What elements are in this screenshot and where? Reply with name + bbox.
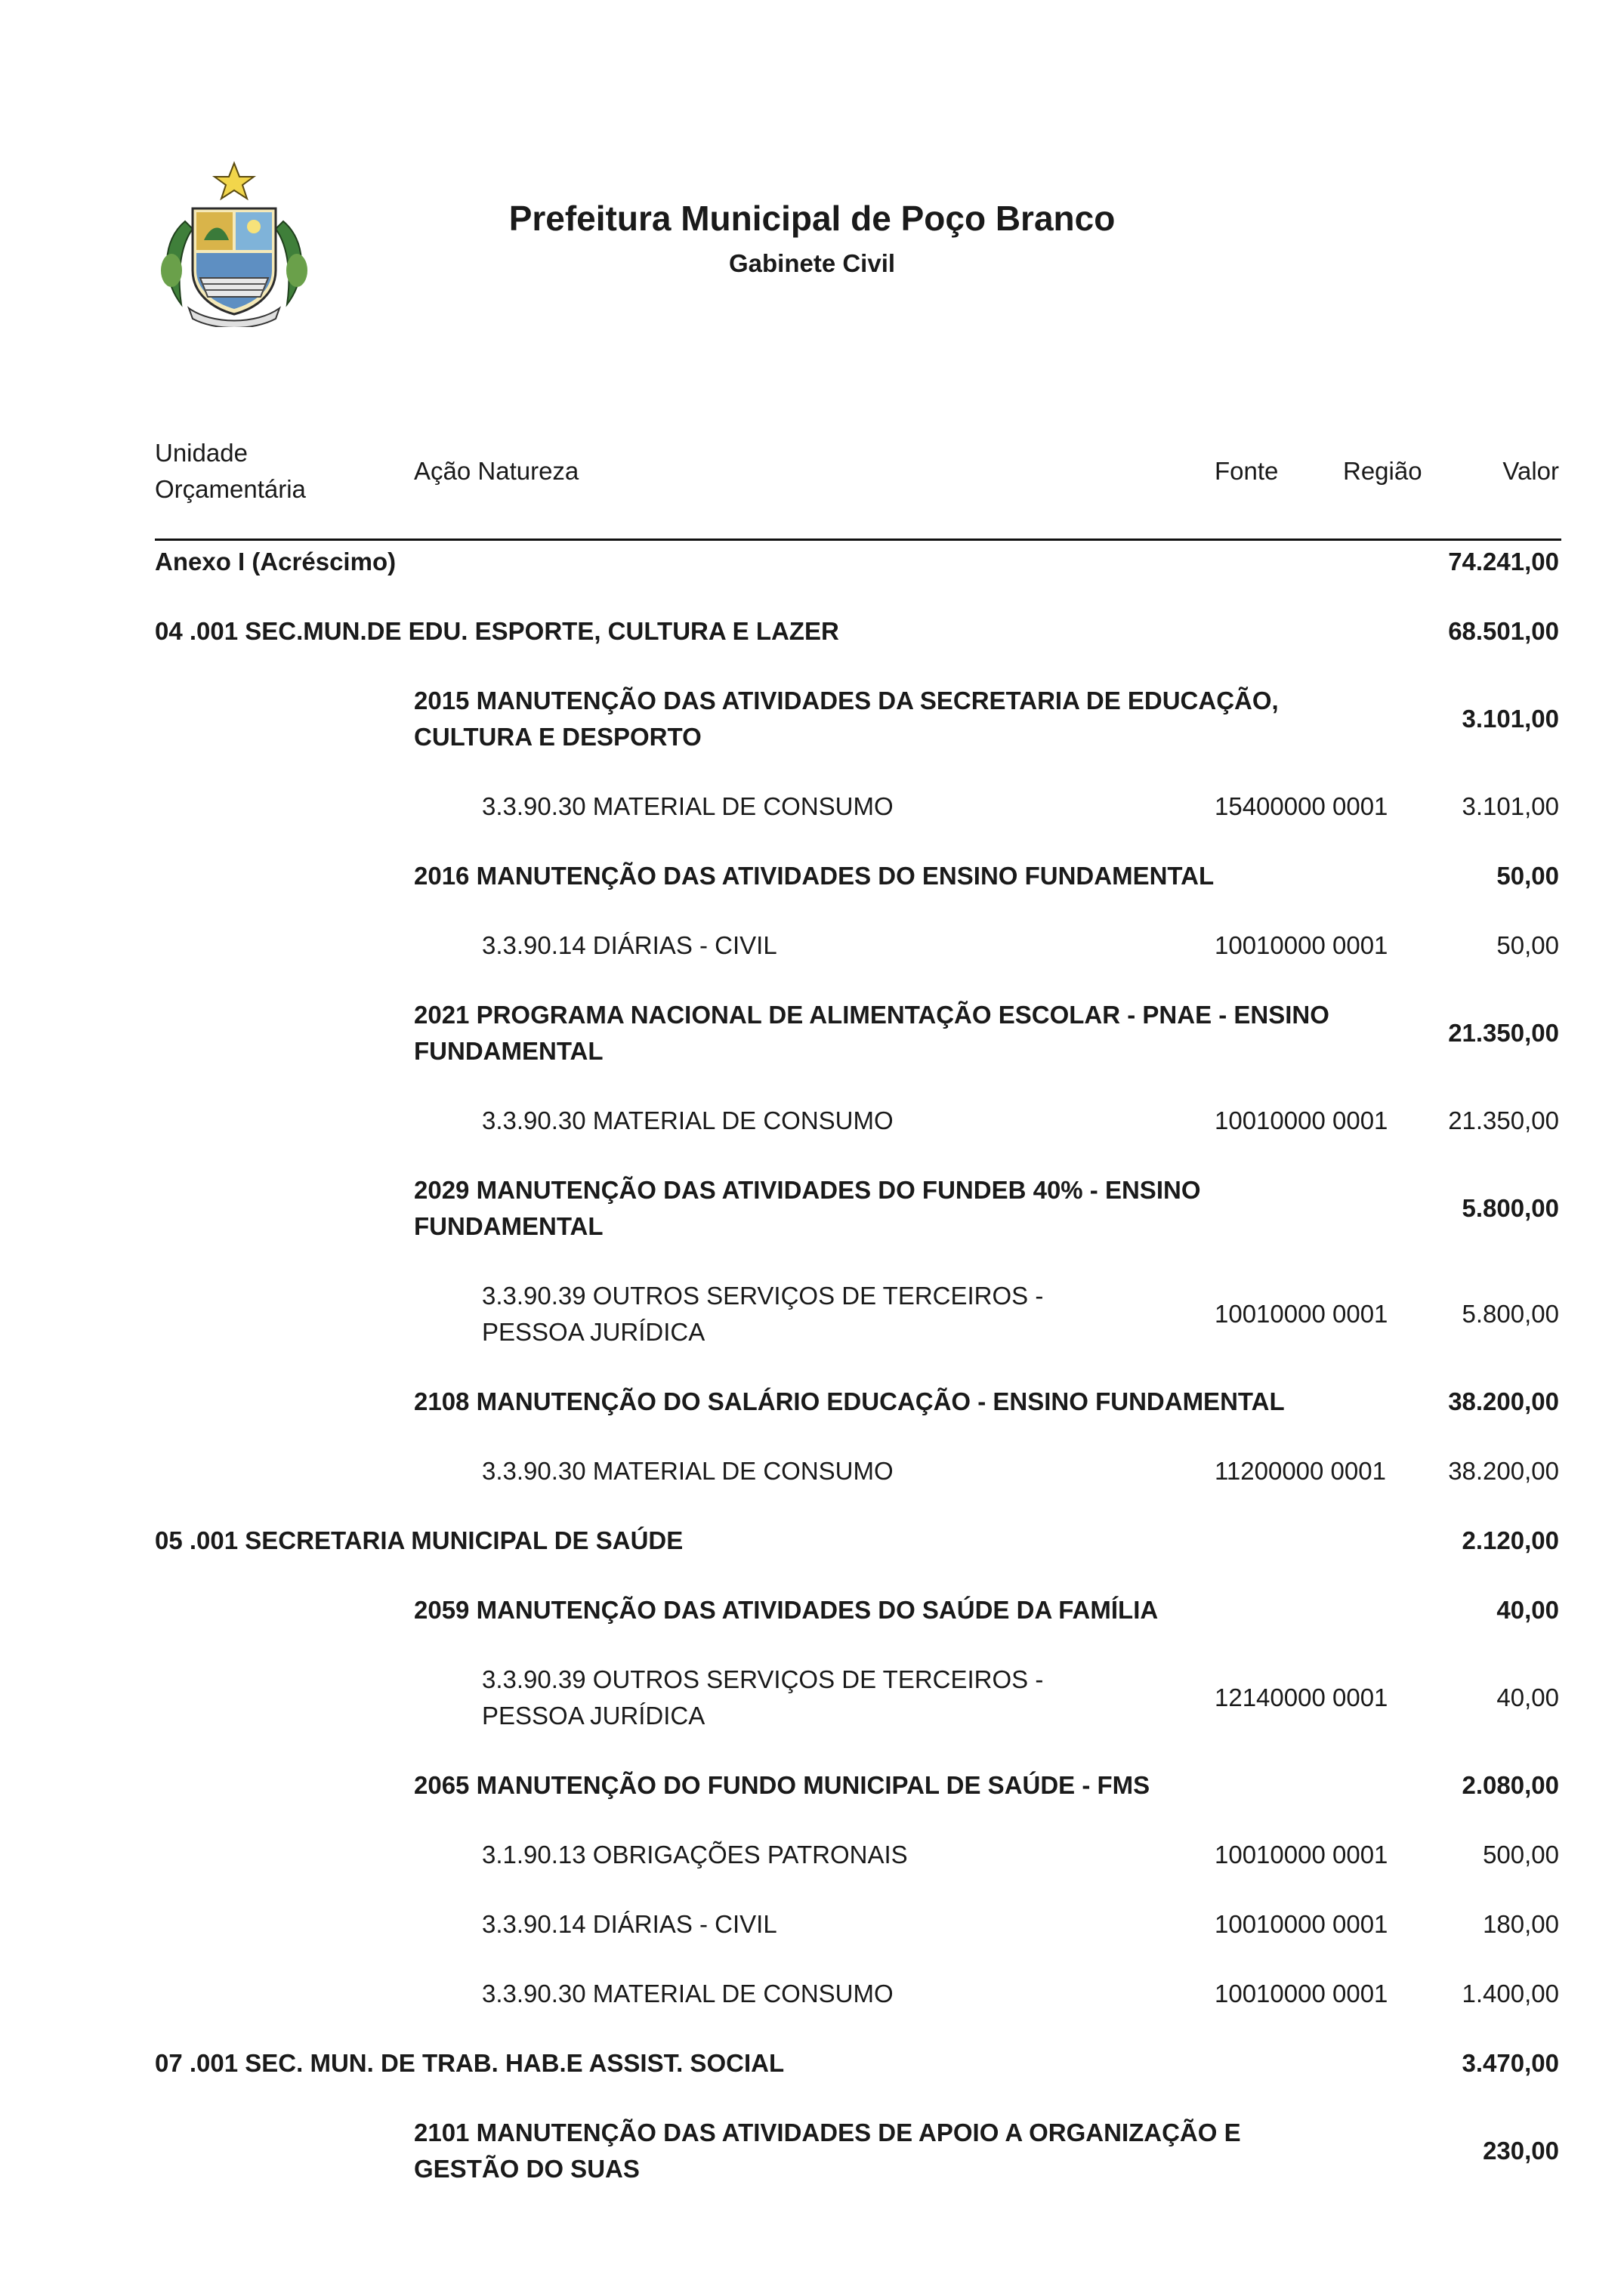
row-valor: 500,00 xyxy=(1483,1841,1559,1869)
action-row xyxy=(0,1767,1624,1804)
row-description xyxy=(482,927,777,964)
row-description-line: 3.3.90.30 MATERIAL DE CONSUMO xyxy=(482,1106,894,1134)
row-fonte: 10010000 0001 xyxy=(1215,1980,1388,2007)
row-description-line: 2015 MANUTENÇÃO DAS ATIVIDADES DA SECRETARIA DE EDUCAÇÃO, xyxy=(414,687,1279,714)
action-row xyxy=(0,1172,1624,1245)
row-description xyxy=(155,544,396,580)
row-description xyxy=(414,1767,1150,1804)
row-description-line: 05 .001 SECRETARIA MUNICIPAL DE SAÚDE xyxy=(155,1526,684,1554)
row-description-line: FUNDAMENTAL xyxy=(414,1212,604,1240)
row-valor: 3.470,00 xyxy=(1462,2049,1559,2077)
row-valor: 5.800,00 xyxy=(1462,1300,1559,1328)
row-description-line: GESTÃO DO SUAS xyxy=(414,2155,640,2183)
row-valor: 74.241,00 xyxy=(1448,548,1559,576)
row-fonte: 10010000 0001 xyxy=(1215,1300,1388,1328)
row-description xyxy=(155,613,839,650)
row-description-line: 2065 MANUTENÇÃO DO FUNDO MUNICIPAL DE SAÚDE - FMS xyxy=(414,1771,1150,1799)
nature-row xyxy=(0,1837,1624,1873)
row-description xyxy=(482,1837,908,1873)
row-description xyxy=(414,2115,1241,2187)
row-description xyxy=(482,788,894,825)
row-description xyxy=(414,997,1329,1069)
row-description-line: 04 .001 SEC.MUN.DE EDU. ESPORTE, CULTURA E LAZER xyxy=(155,617,839,645)
row-fonte: 11200000 0001 xyxy=(1215,1457,1386,1485)
row-description-line: Anexo I (Acréscimo) xyxy=(155,548,397,576)
row-fonte: 10010000 0001 xyxy=(1215,931,1388,959)
row-fonte: 15400000 0001 xyxy=(1215,792,1388,820)
page-subtitle: Gabinete Civil xyxy=(728,249,896,277)
row-fonte: 10010000 0001 xyxy=(1215,1106,1388,1134)
row-description xyxy=(482,1976,894,2012)
nature-row xyxy=(0,1278,1624,1350)
row-description-line: 3.3.90.14 DIÁRIAS - CIVIL xyxy=(482,1910,777,1938)
action-row xyxy=(0,997,1624,1069)
row-description-line: 3.3.90.30 MATERIAL DE CONSUMO xyxy=(482,1457,894,1485)
nature-row xyxy=(0,1906,1624,1943)
municipal-crest-icon xyxy=(155,157,313,327)
nature-row xyxy=(0,788,1624,825)
row-description xyxy=(482,1103,894,1139)
row-valor: 2.120,00 xyxy=(1462,1526,1559,1554)
nature-row xyxy=(0,1662,1624,1734)
row-valor: 1.400,00 xyxy=(1462,1980,1559,2007)
row-description-line: 3.1.90.13 OBRIGAÇÕES PATRONAIS xyxy=(482,1841,908,1869)
column-header-acao: Ação Natureza xyxy=(414,457,579,485)
row-description xyxy=(482,1662,1043,1734)
column-header-regiao: Região xyxy=(1343,457,1422,485)
row-valor: 21.350,00 xyxy=(1448,1019,1559,1047)
row-fonte: 12140000 0001 xyxy=(1215,1683,1388,1711)
row-description-line: 3.3.90.30 MATERIAL DE CONSUMO xyxy=(482,792,894,820)
action-row xyxy=(0,2115,1624,2187)
row-valor: 3.101,00 xyxy=(1462,792,1559,820)
row-description-line: CULTURA E DESPORTO xyxy=(414,723,702,751)
column-header-unidade-line2: Orçamentária xyxy=(155,475,306,503)
action-row xyxy=(0,858,1624,894)
row-description xyxy=(155,2045,784,2082)
row-valor: 2.080,00 xyxy=(1462,1771,1559,1799)
nature-row xyxy=(0,1453,1624,1489)
row-description xyxy=(155,1523,683,1559)
row-description-line: 07 .001 SEC. MUN. DE TRAB. HAB.E ASSIST. SOCIAL xyxy=(155,2049,785,2077)
row-description-line: 2101 MANUTENÇÃO DAS ATIVIDADES DE APOIO A ORGANIZAÇÃO E xyxy=(414,2119,1241,2146)
unit-row xyxy=(0,613,1624,650)
column-header-unidade xyxy=(155,435,306,508)
row-description xyxy=(414,683,1279,755)
column-header-fonte: Fonte xyxy=(1215,457,1279,485)
row-description-line: PESSOA JURÍDICA xyxy=(482,1702,705,1730)
row-fonte: 10010000 0001 xyxy=(1215,1910,1388,1938)
row-description-line: 3.3.90.30 MATERIAL DE CONSUMO xyxy=(482,1980,894,2007)
unit-row xyxy=(0,1523,1624,1559)
row-valor: 38.200,00 xyxy=(1448,1387,1559,1415)
row-valor: 68.501,00 xyxy=(1448,617,1559,645)
row-description-line: 3.3.90.39 OUTROS SERVIÇOS DE TERCEIROS - xyxy=(482,1282,1044,1310)
row-description-line: 3.3.90.14 DIÁRIAS - CIVIL xyxy=(482,931,777,959)
nature-row xyxy=(0,1976,1624,2012)
row-description-line: 2021 PROGRAMA NACIONAL DE ALIMENTAÇÃO ESCOLAR - PNAE - ENSINO xyxy=(414,1001,1329,1029)
column-header-unidade-line1: Unidade xyxy=(155,439,248,467)
unit-row xyxy=(0,2045,1624,2082)
action-row xyxy=(0,683,1624,755)
row-description xyxy=(482,1906,777,1943)
header-divider xyxy=(155,539,1561,541)
unit-row xyxy=(0,544,1624,580)
row-valor: 50,00 xyxy=(1496,931,1559,959)
row-valor: 40,00 xyxy=(1496,1683,1559,1711)
row-valor: 50,00 xyxy=(1496,862,1559,890)
row-valor: 21.350,00 xyxy=(1448,1106,1559,1134)
row-description xyxy=(482,1278,1043,1350)
row-fonte: 10010000 0001 xyxy=(1215,1841,1388,1869)
action-row xyxy=(0,1592,1624,1628)
row-description-line: 2029 MANUTENÇÃO DAS ATIVIDADES DO FUNDEB 40% - ENSINO xyxy=(414,1176,1201,1204)
row-description-line: 2059 MANUTENÇÃO DAS ATIVIDADES DO SAÚDE DA FAMÍLIA xyxy=(414,1596,1159,1624)
action-row xyxy=(0,1384,1624,1420)
row-description xyxy=(414,858,1214,894)
row-valor: 38.200,00 xyxy=(1448,1457,1559,1485)
row-valor: 40,00 xyxy=(1496,1596,1559,1624)
nature-row xyxy=(0,927,1624,964)
row-description-line: 2108 MANUTENÇÃO DO SALÁRIO EDUCAÇÃO - ENSINO FUNDAMENTAL xyxy=(414,1387,1285,1415)
row-valor: 230,00 xyxy=(1483,2137,1559,2165)
row-description-line: FUNDAMENTAL xyxy=(414,1037,604,1065)
row-valor: 5.800,00 xyxy=(1462,1194,1559,1222)
row-description xyxy=(414,1172,1200,1245)
row-description xyxy=(414,1384,1285,1420)
row-description xyxy=(414,1592,1158,1628)
nature-row xyxy=(0,1103,1624,1139)
column-header-valor: Valor xyxy=(1502,457,1559,485)
row-description-line: 2016 MANUTENÇÃO DAS ATIVIDADES DO ENSINO FUNDAMENTAL xyxy=(414,862,1215,890)
row-description-line: PESSOA JURÍDICA xyxy=(482,1318,705,1346)
row-valor: 3.101,00 xyxy=(1462,705,1559,733)
row-valor: 180,00 xyxy=(1483,1910,1559,1938)
page-title: Prefeitura Municipal de Poço Branco xyxy=(508,199,1116,238)
row-description xyxy=(482,1453,894,1489)
row-description-line: 3.3.90.39 OUTROS SERVIÇOS DE TERCEIROS - xyxy=(482,1665,1044,1693)
